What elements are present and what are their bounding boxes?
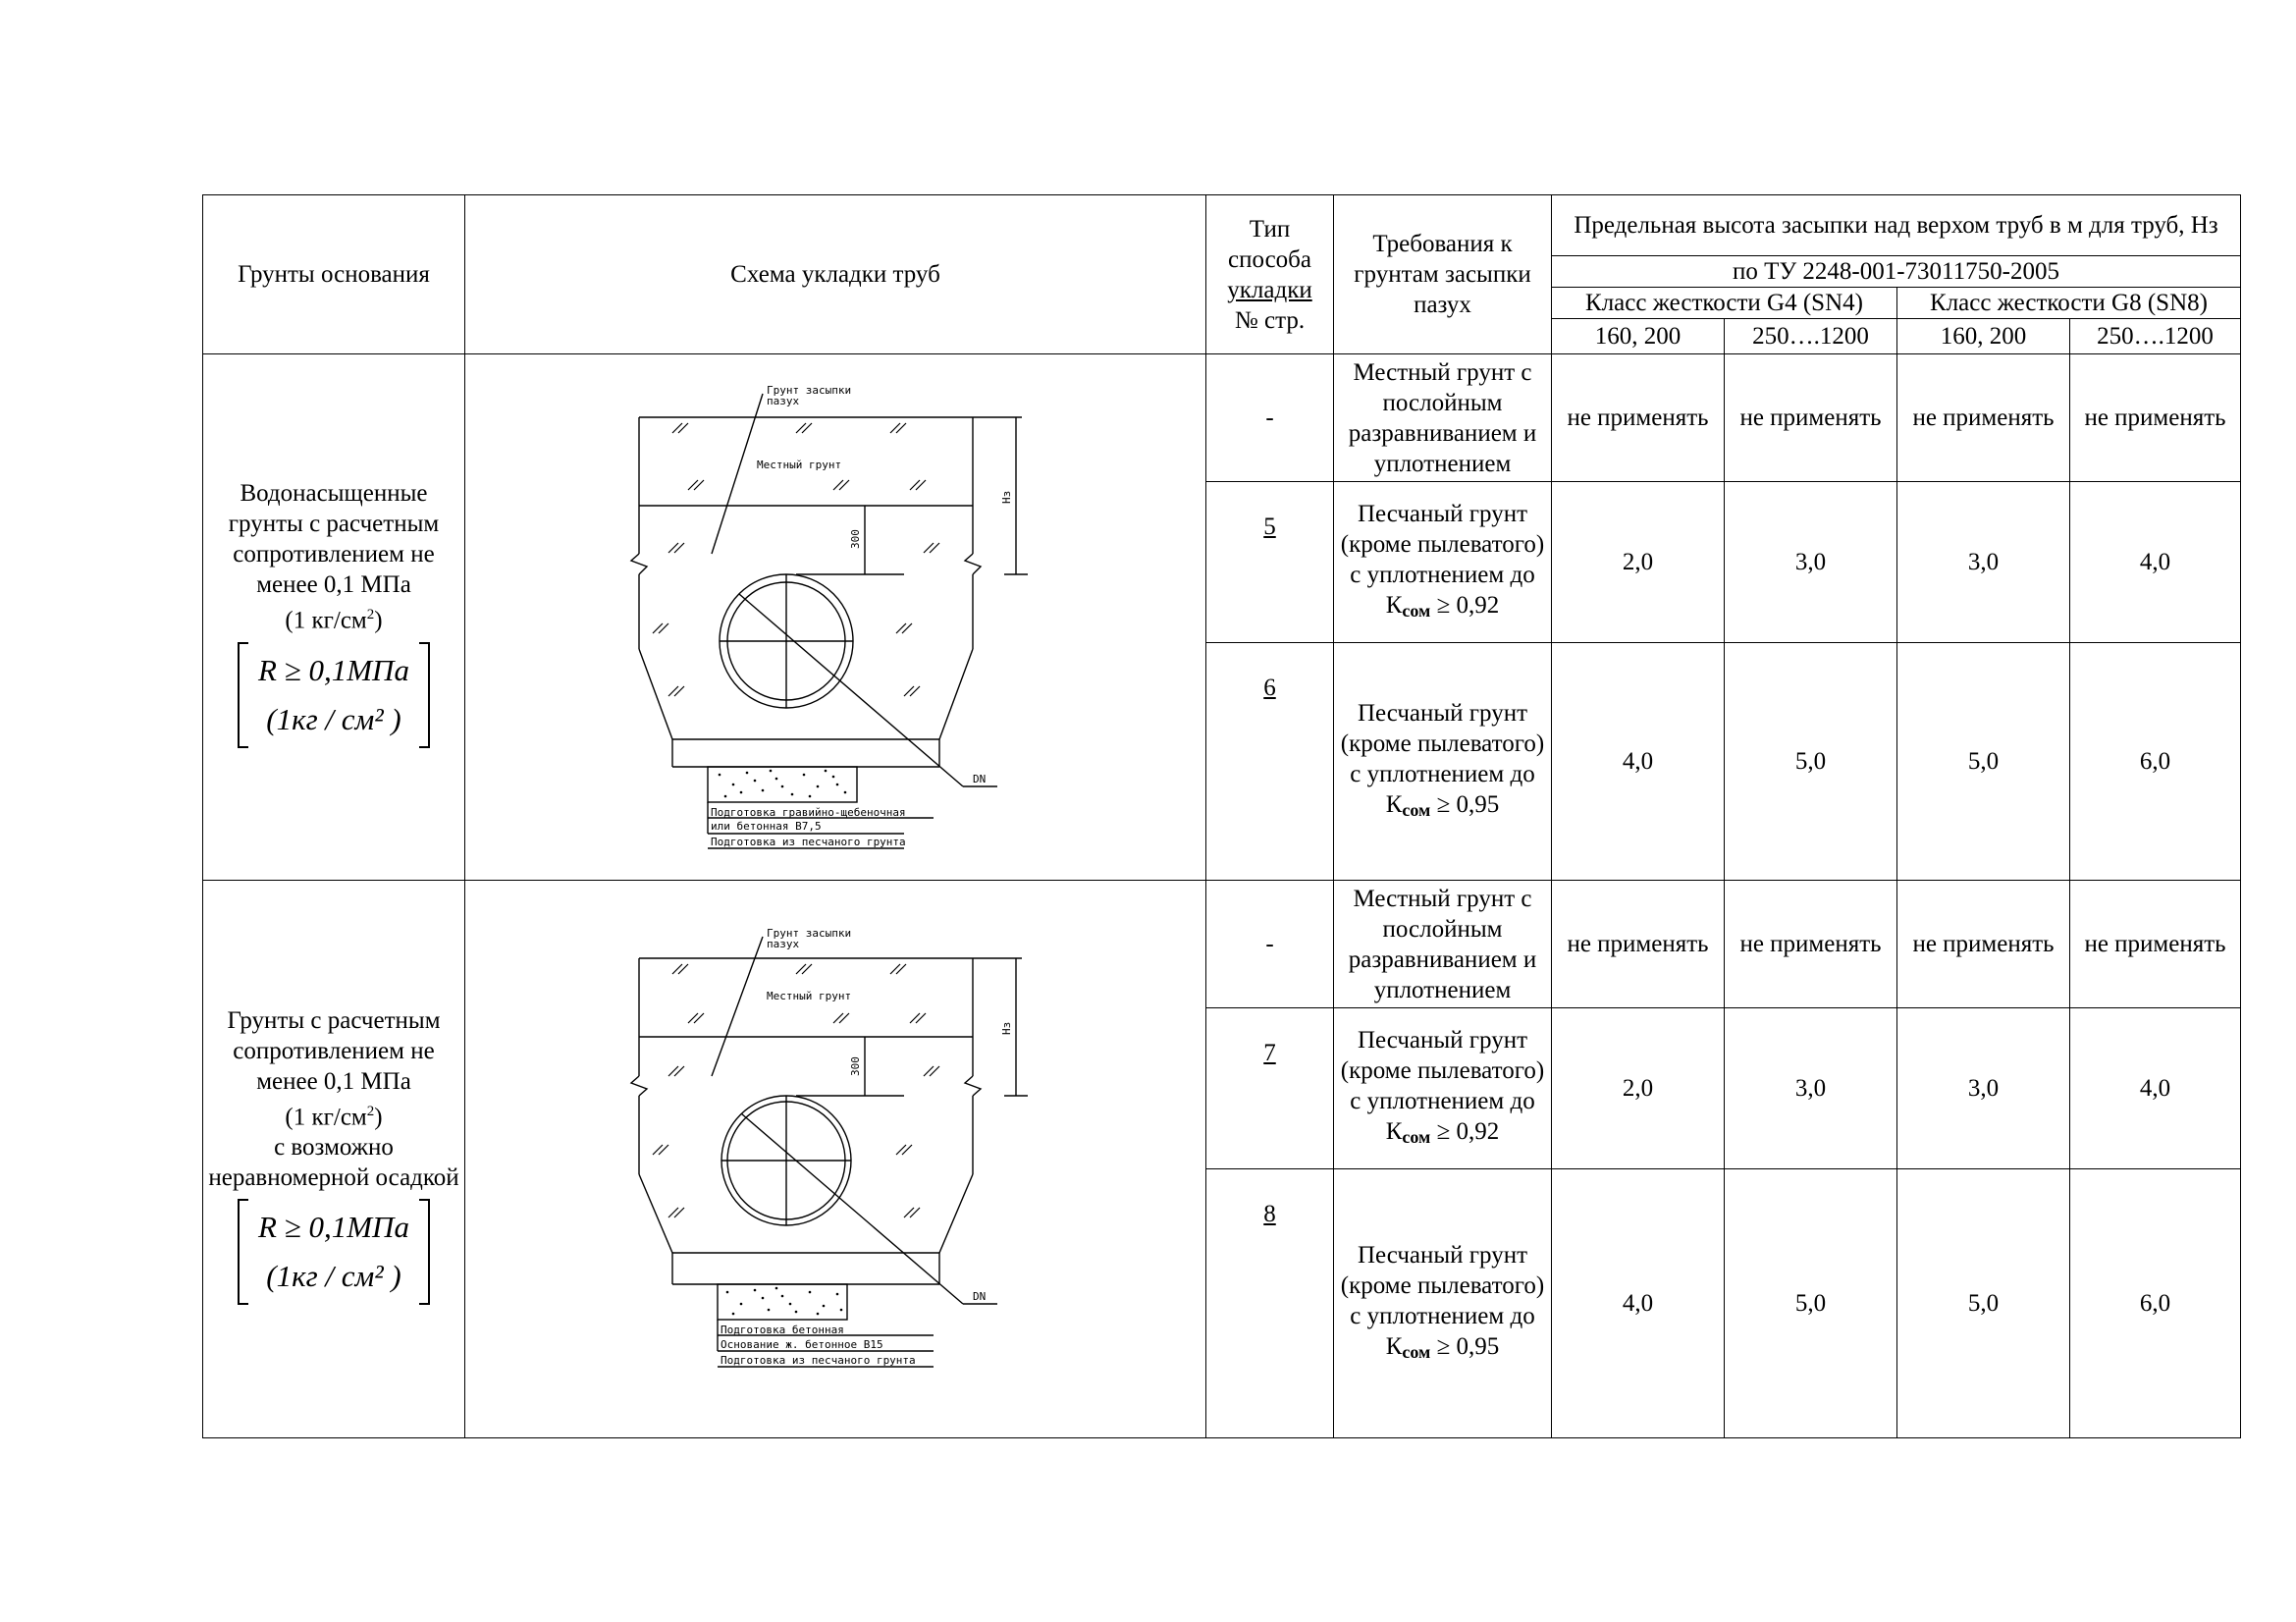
value-cell: не применять (1552, 881, 1725, 1008)
value-cell: не применять (1725, 354, 1897, 482)
header-scheme: Схема укладки труб (465, 195, 1206, 354)
value-cell: 5,0 (1725, 1169, 1897, 1438)
requirement-cell: Местный грунт с послойным разравниванием и уплотнением (1334, 881, 1552, 1008)
value-cell: 3,0 (1725, 482, 1897, 643)
soil-description: Водонасыщенные грунты с расчетным сопротивлением не менее 0,1 МПа (228, 480, 440, 599)
pipe-laying-scheme-2 (610, 929, 1061, 1390)
value-cell: 5,0 (1897, 643, 2070, 881)
soil-unit: (1 $кг/см^2$) (285, 607, 383, 634)
header-d-small-g8: 160, 200 (1897, 319, 2070, 354)
scheme-cell (465, 881, 1206, 1438)
type-cell: 7 (1206, 1008, 1334, 1169)
label-bottom-2: или бетонная В7,5 (711, 819, 822, 833)
label-bottom-1: Подготовка бетонная (721, 1323, 844, 1336)
soil-cell (203, 881, 465, 1438)
soil-extra: с возможно неравномерной осадкой (208, 1134, 459, 1192)
soil-description: Грунты с расчетным сопротивлением не менее 0,1 МПа (227, 1006, 441, 1095)
soil-cell (203, 354, 465, 881)
soil-formula: R ≥ 0,1МПа (1кг / см² ) (238, 642, 430, 756)
header-requirements: Требования к грунтам засыпки пазух (1334, 195, 1552, 354)
k-coefficient: Ксом ≥ 0,95 (1385, 1332, 1500, 1362)
requirement-cell: Местный грунт с послойным разравниванием и уплотнением (1334, 354, 1552, 482)
requirement-cell: Песчаный грунт (кроме пылеватого) с уплотнением до Ксом ≥ 0,92 (1334, 1008, 1552, 1169)
requirement-cell: Песчаный грунт (кроме пылеватого) с уплотнением до Ксом ≥ 0,95 (1334, 1169, 1552, 1438)
type-cell: 5 (1206, 482, 1334, 643)
label-300: 300 (849, 528, 862, 549)
soil-unit: (1 $кг/см^2$) (285, 1103, 383, 1131)
value-cell: 6,0 (2070, 643, 2241, 881)
header-class-g8: Класс жесткости G8 (SN8) (1897, 288, 2241, 319)
label-hz: Нз (1000, 1021, 1013, 1035)
k-coefficient: Ксом ≥ 0,95 (1385, 790, 1500, 820)
value-cell: 4,0 (2070, 1008, 2241, 1169)
value-cell: 5,0 (1725, 643, 1897, 881)
value-cell: 6,0 (2070, 1169, 2241, 1438)
value-cell: не применять (1897, 354, 2070, 482)
header-d-large-g8: 250….1200 (2070, 319, 2241, 354)
type-cell: - (1206, 881, 1334, 1008)
value-cell: 5,0 (1897, 1169, 2070, 1438)
header-type: Тип способа укладки № стр. (1206, 195, 1334, 354)
label-backfill-2: пазух (767, 937, 800, 950)
value-cell: 4,0 (1552, 1169, 1725, 1438)
k-coefficient: Ксом ≥ 0,92 (1385, 591, 1500, 621)
value-cell: 3,0 (1897, 1008, 2070, 1169)
label-bottom-2: Основание ж. бетонное В15 (721, 1337, 883, 1351)
value-cell: 4,0 (1552, 643, 1725, 881)
header-max-height: Предельная высота засыпки над верхом труб в м для труб, Нз (1552, 195, 2241, 256)
value-cell: 3,0 (1897, 482, 2070, 643)
value-cell: не применять (1725, 881, 1897, 1008)
value-cell: не применять (2070, 881, 2241, 1008)
soil-formula: R ≥ 0,1МПа (1кг / см² ) (238, 1199, 430, 1313)
header-d-large-g4: 250….1200 (1725, 319, 1897, 354)
type-cell: 6 (1206, 643, 1334, 881)
label-backfill: Грунт засыпки (767, 928, 852, 940)
k-coefficient: Ксом ≥ 0,92 (1385, 1117, 1500, 1147)
label-bottom-3: Подготовка из песчаного грунта (721, 1353, 916, 1367)
scheme-cell (465, 354, 1206, 881)
label-bottom-3: Подготовка из песчаного грунта (711, 835, 906, 848)
requirement-cell: Песчаный грунт (кроме пылеватого) с уплотнением до Ксом ≥ 0,92 (1334, 482, 1552, 643)
label-dn: DN (973, 772, 987, 785)
label-local-soil: Местный грунт (757, 458, 842, 471)
value-cell: не применять (1897, 881, 2070, 1008)
type-cell: - (1206, 354, 1334, 482)
value-cell: не применять (2070, 354, 2241, 482)
label-300: 300 (849, 1055, 862, 1076)
value-cell: 3,0 (1725, 1008, 1897, 1169)
value-cell: не применять (1552, 354, 1725, 482)
pipe-laying-table (202, 194, 2241, 1438)
label-bottom-1: Подготовка гравийно-щебеночная (711, 805, 906, 819)
pipe-laying-scheme-1 (610, 382, 1061, 853)
value-cell: 4,0 (2070, 482, 2241, 643)
label-hz: Нз (1000, 490, 1013, 504)
header-class-g4: Класс жесткости G4 (SN4) (1552, 288, 1897, 319)
label-backfill: Грунт засыпки (767, 383, 852, 397)
label-local-soil: Местный грунт (767, 989, 852, 1002)
header-soil: Грунты основания (203, 195, 465, 354)
requirement-cell: Песчаный грунт (кроме пылеватого) с уплотнением до Ксом ≥ 0,95 (1334, 643, 1552, 881)
header-d-small-g4: 160, 200 (1552, 319, 1725, 354)
value-cell: 2,0 (1552, 482, 1725, 643)
label-dn: DN (973, 1289, 987, 1303)
value-cell: 2,0 (1552, 1008, 1725, 1169)
header-tu: по ТУ 2248-001-73011750-2005 (1552, 256, 2241, 288)
label-backfill-2: пазух (767, 394, 800, 407)
type-cell: 8 (1206, 1169, 1334, 1438)
